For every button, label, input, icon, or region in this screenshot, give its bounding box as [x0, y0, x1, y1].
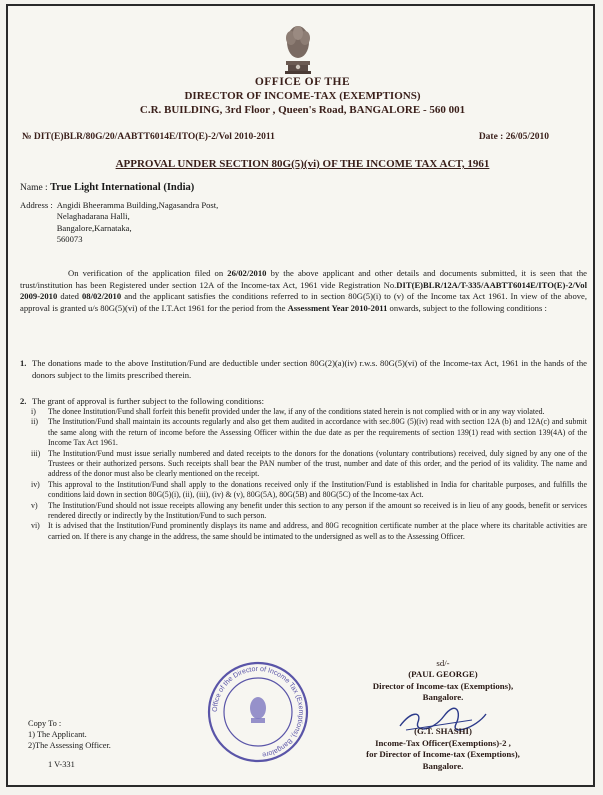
sub-condition-text: The donee Institution/Fund shall forfeit this benefit provided under the law, if any of the conditions stated herein is not complied with or in any way violated.	[48, 407, 545, 416]
office-address: C.R. BUILDING, 3rd Floor , Queen's Road, BANGALORE - 560 001	[139, 104, 466, 116]
intro-text: onwards, subject to the following conditions :	[387, 302, 547, 313]
application-date: 26/02/2010	[227, 268, 267, 278]
sub-condition-number: iii)	[31, 448, 41, 458]
sub-condition-number: iv)	[31, 479, 40, 489]
director-name: (PAUL GEORGE)	[408, 669, 478, 680]
registration-date: 08/02/2010	[82, 291, 122, 302]
copy-to-item: 1) The Applicant.	[28, 730, 87, 739]
copy-to-item: 2)The Assessing Officer.	[28, 741, 111, 750]
officer-for: for Director of Income-tax (Exemptions),	[366, 749, 520, 760]
address-label: Address :	[20, 200, 53, 210]
sub-condition-text: The Institution/Fund should not issue receipts allowing any benefit under this section to any person if the amount so received is in lieu of any goods, benefit or services rendered directly or indirectly by the Institution/Fund to such person.	[48, 500, 587, 521]
officer-signature-block	[308, 726, 578, 772]
sub-condition-text: The Institution/Fund shall maintain its accounts regularly and also get them audited in accordance with sec.80G (5)(iv) read with section 12A (b) and 12A(c) and submit the same along with the return of income before the Assessing Officer within the due date as per the requirements of section 139(1) read with section 139(4A) of the Income Tax Act 1961.	[48, 417, 587, 448]
sub-condition	[26, 417, 587, 448]
officer-title: Income-Tax Officer(Exemptions)-2 ,	[375, 737, 511, 748]
office-heading: OFFICE OF THE	[254, 76, 351, 88]
sub-condition	[26, 521, 587, 542]
sub-condition-number: i)	[31, 407, 36, 416]
director-title: Director of Income-tax (Exemptions),	[372, 680, 514, 691]
sub-condition	[26, 449, 587, 480]
intro-text: dated	[57, 291, 82, 302]
address-line: Angidi Bheeramma Building,Nagasandra Post,	[56, 200, 219, 210]
condition-text: The grant of approval is further subject to the following conditions:	[32, 396, 264, 406]
director-signature-block	[328, 658, 558, 704]
officer-place: Bangalore.	[422, 760, 464, 771]
assessment-year: Assessment Year 2010-2011	[287, 302, 388, 313]
sub-condition-number: v)	[31, 500, 38, 510]
condition-number: 1.	[20, 358, 27, 368]
document-page	[6, 4, 595, 787]
applicant-name: True Light International (India)	[50, 182, 195, 193]
signed-mark: sd/-	[436, 658, 450, 668]
registration-number: DIT(E)BLR/12A/T-335/AABTT6014E/ITO(E)-2/Vol 2009-2010	[20, 279, 587, 302]
condition-1	[20, 358, 587, 381]
sub-condition-text: This approval to the Institution/Fund shall apply to the donations received only if the Institution/Fund is established in India for charitable purposes, and fulfills the conditions laid down in section 80G(5)(i), (ii), (iii), (iv) & (v), 80G(5A), 80G(5B) and 80G(5C) of the Income-tax Act.	[48, 479, 587, 500]
director-heading: DIRECTOR OF INCOME-TAX (EXEMPTIONS)	[184, 90, 421, 102]
address-line: Bangalore,Karnataka,	[56, 222, 132, 233]
condition-text: The donations made to the above Institution/Fund are deductible under section 80G(2)(a)(iv) r.w.s. 80G(5)(vi) of the Income-tax Act, 1961 in the hands of the donors subject to the limits prescribed therein.	[32, 358, 587, 380]
condition-2	[20, 396, 587, 408]
address-line: Nelaghadarana Halli,	[56, 211, 130, 222]
intro-text: by the above applicant and other details and documents submitted, it is seen that the trust/institution has been Registered under section 12A of the Income-tax Act, 1961 vide Registration No.	[20, 268, 587, 290]
sub-condition	[26, 501, 587, 522]
intro-text: On verification of the application filed on	[68, 268, 228, 278]
applicant-name-row	[20, 182, 194, 193]
sub-condition-number: vi)	[31, 521, 40, 531]
national-emblem-icon	[280, 20, 316, 76]
sub-condition	[26, 407, 587, 417]
office-seal-stamp	[206, 660, 310, 764]
copy-to-block	[28, 718, 111, 751]
reference-number: № DIT(E)BLR/80G/20/AABTT6014E/ITO(E)-2/Vol 2010-2011	[22, 132, 275, 142]
officer-name: (G.T. SHASHI)	[414, 726, 472, 736]
address-line: 560073	[56, 234, 83, 245]
sub-condition-text: The Institution/Fund must issue serially numbered and dated receipts to the donors for the donations (voluntary contributions) received, duly signed by any one of the Trustees or their authorized persons. Such receipts shall bear the PAN number of the trust, number and date of this order, and the period of its validity. The name and address of the donor must also be clearly mentioned on the receipt.	[48, 448, 587, 479]
approval-title: APPROVAL UNDER SECTION 80G(5)(vi) OF THE INCOME TAX ACT, 1961	[115, 158, 490, 170]
sub-condition-number: ii)	[31, 417, 39, 427]
sub-condition	[26, 480, 587, 501]
director-place: Bangalore.	[422, 692, 464, 703]
applicant-address-block	[20, 200, 218, 246]
sub-conditions-list	[26, 407, 587, 542]
intro-text: and the applicant satisfies the conditions referred to in section 80G(5)(i) to (v) of the Income tax Act 1961. In view of the above, approval is granted u/s 80G(5)(vi) of the I.T.Act 1961 for the period from the	[20, 291, 587, 313]
copy-to-label: Copy To :	[28, 719, 62, 728]
name-label: Name :	[20, 183, 51, 193]
sub-condition-text: It is advised that the Institution/Fund prominently displays its name and address, and 80G recognition certificate number at the place where its charitable activities are carried on. If there is any change in the address, the same should be intimated to the undersigned as well as to the Assessing Officer.	[48, 521, 587, 541]
condition-number: 2.	[20, 396, 27, 406]
file-number: 1 V-331	[48, 760, 75, 769]
order-date: Date : 26/05/2010	[478, 132, 549, 142]
seal-text: Office of the Director of Income Tax (Exemptions), Bangalore	[211, 665, 305, 758]
intro-paragraph	[20, 268, 587, 314]
